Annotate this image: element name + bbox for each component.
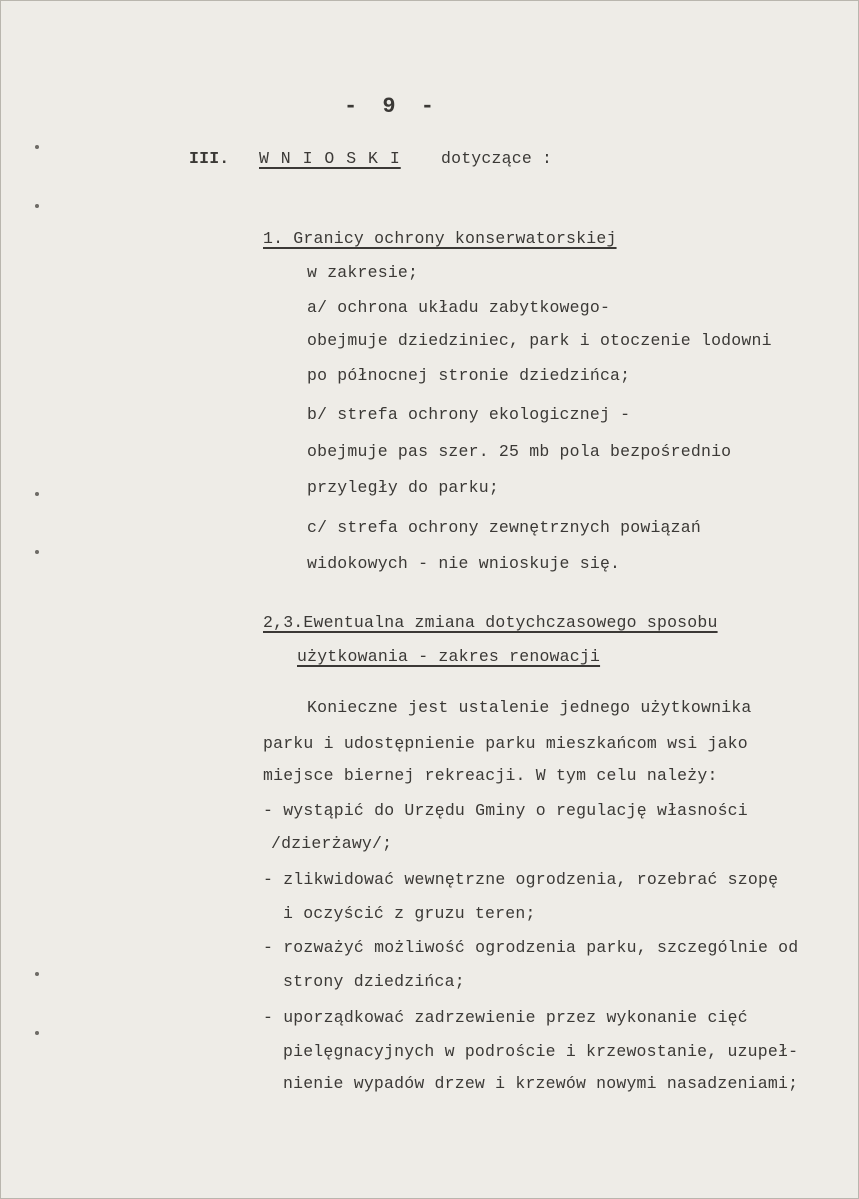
section2-line: - uporządkować zadrzewienie przez wykonanie cięć [263, 1008, 748, 1027]
margin-mark [35, 204, 39, 208]
heading-rest: dotyczące : [441, 149, 553, 168]
section1-line: obejmuje dziedziniec, park i otoczenie lodowni [307, 331, 772, 350]
section1-line: przyległy do parku; [307, 478, 499, 497]
section2-line: - rozważyć możliwość ogrodzenia parku, szczególnie od [263, 938, 799, 957]
margin-mark [35, 1031, 39, 1035]
section2-title-line2: użytkowania - zakres renowacji [297, 647, 601, 666]
section1-line: po północnej stronie dziedzińca; [307, 366, 631, 385]
page-number: - 9 - [344, 94, 441, 119]
section2-line: /dzierżawy/; [271, 834, 393, 853]
margin-mark [35, 972, 39, 976]
section1-line: b/ strefa ochrony ekologicznej - [307, 405, 631, 424]
section1-line: obejmuje pas szer. 25 mb pola bezpośrednio [307, 442, 732, 461]
margin-mark [35, 550, 39, 554]
margin-mark [35, 492, 39, 496]
section2-line: miejsce biernej rekreacji. W tym celu należy: [263, 766, 718, 785]
section2-line: nienie wypadów drzew i krzewów nowymi nasadzeniami; [283, 1074, 799, 1093]
section2-line: strony dziedzińca; [283, 972, 465, 991]
section1-line: a/ ochrona układu zabytkowego- [307, 298, 611, 317]
section1-title: 1. Granicy ochrony konserwatorskiej [263, 229, 617, 248]
section2-line: Konieczne jest ustalenie jednego użytkownika [307, 698, 752, 717]
section2-title-line1: 2,3.Ewentualna zmiana dotychczasowego sposobu [263, 613, 718, 632]
margin-mark [35, 145, 39, 149]
heading-roman: III. [189, 149, 230, 168]
heading-word: W N I O S K I [259, 149, 401, 168]
section2-line: - zlikwidować wewnętrzne ogrodzenia, rozebrać szopę [263, 870, 779, 889]
section1-line: c/ strefa ochrony zewnętrznych powiązań [307, 518, 701, 537]
section2-line: parku i udostępnienie parku mieszkańcom wsi jako [263, 734, 748, 753]
section1-line: widokowych - nie wnioskuje się. [307, 554, 621, 573]
section2-line: i oczyścić z gruzu teren; [283, 904, 536, 923]
section2-line: - wystąpić do Urzędu Gminy o regulację własności [263, 801, 748, 820]
section2-line: pielęgnacyjnych w podroście i krzewostanie, uzupeł- [283, 1042, 799, 1061]
section1-line: w zakresie; [307, 263, 419, 282]
